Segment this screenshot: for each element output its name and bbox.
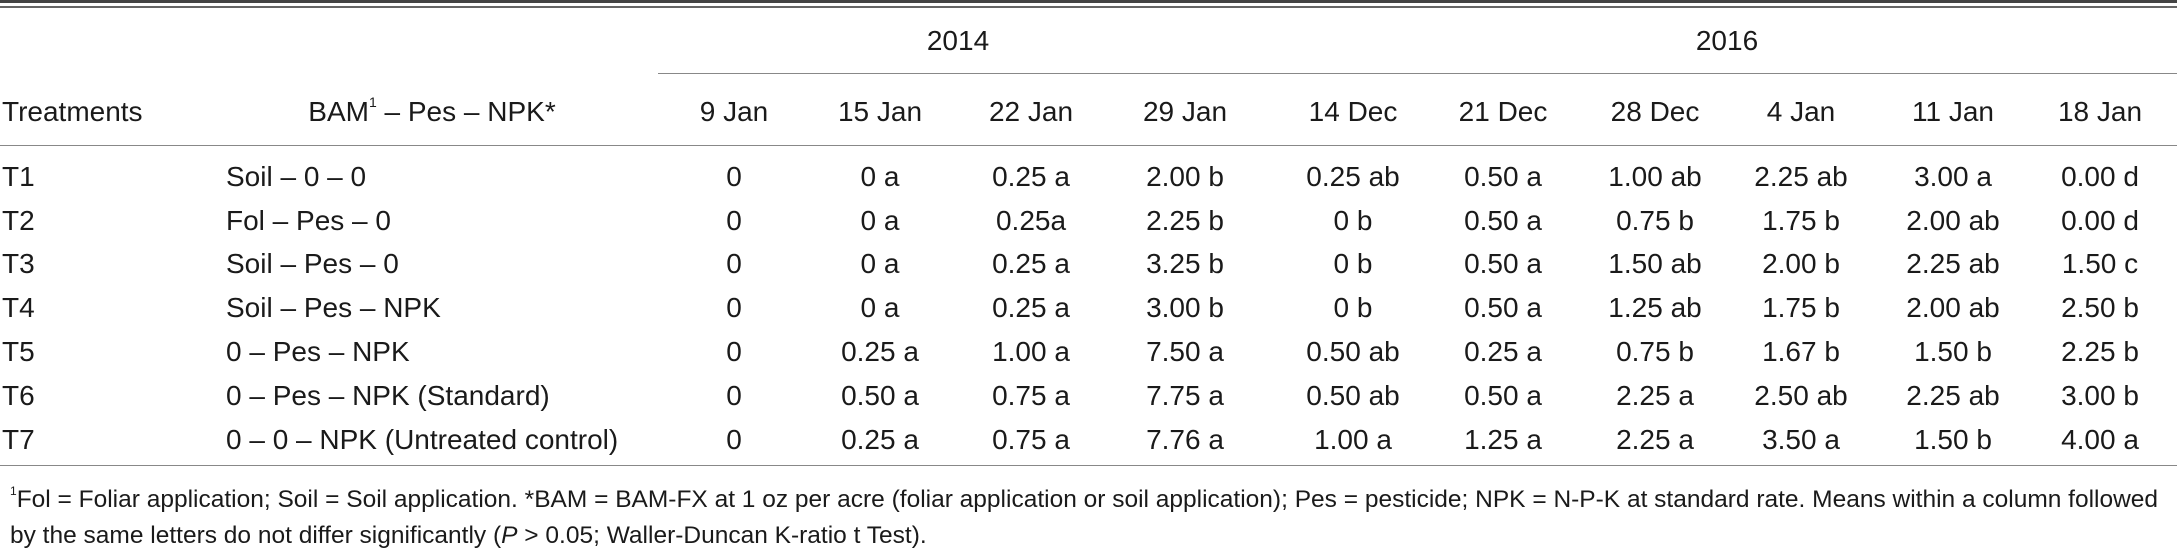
table-cell: 0 a [860,248,900,279]
treatment-id: T3 [2,248,35,279]
table-cell: 2.25 ab [1754,161,1848,192]
treatment-id: T5 [2,336,35,367]
treatment-description: Soil – Pes – 0 [226,248,399,279]
table-cell: 0.75 b [1616,205,1694,236]
table-cell: 1.67 b [1762,336,1840,367]
table-cell: 0 a [860,205,900,236]
table-cell: 1.25 ab [1608,292,1702,323]
header-date: 22 Jan [988,96,1074,127]
table-cell: 0 [726,336,742,367]
year-spanner-rule [658,73,2177,74]
table-cell: 0.25a [995,205,1067,236]
table-cell: 0.25 a [841,424,919,455]
table-cell: 0 b [1333,292,1373,323]
table-cell: 0.00 d [2061,205,2139,236]
header-date: 29 Jan [1142,96,1228,127]
header-date: 28 Dec [1610,96,1700,127]
table-cell: 1.25 a [1464,424,1542,455]
table-cell: 0 a [860,292,900,323]
table-cell: 2.25 ab [1906,248,2000,279]
table-cell: 0 b [1333,205,1373,236]
table-cell: 1.50 b [1914,336,1992,367]
table-cell: 0.75 a [992,424,1070,455]
table-cell: 0 [726,205,742,236]
table-cell: 2.50 b [2061,292,2139,323]
table-cell: 0.50 a [1464,292,1542,323]
table-cell: 0.00 d [2061,161,2139,192]
header-date: 14 Dec [1308,96,1398,127]
table-cell: 0.75 b [1616,336,1694,367]
header-date: 18 Jan [2057,96,2143,127]
table-cell: 0.50 a [1464,380,1542,411]
treatment-id: T1 [2,161,35,192]
table-cell: 1.00 a [992,336,1070,367]
table-cell: 1.50 c [2061,248,2139,279]
treatment-description: Fol – Pes – 0 [226,205,391,236]
table-cell: 0 b [1333,248,1373,279]
table-cell: 0.75 a [992,380,1070,411]
treatment-id: T4 [2,292,35,323]
table-cell: 2.25 b [1146,205,1224,236]
table-cell: 0.50 ab [1306,336,1400,367]
table-cell: 1.75 b [1762,205,1840,236]
table-cell: 0.50 a [1464,161,1542,192]
header-date: 15 Jan [837,96,923,127]
table-cell: 0.50 a [841,380,919,411]
table-cell: 2.00 b [1146,161,1224,192]
table-cell: 1.75 b [1762,292,1840,323]
table-cell: 0.25 ab [1306,161,1400,192]
treatment-id: T7 [2,424,35,455]
table-cell: 0 [726,380,742,411]
table-cell: 3.50 a [1762,424,1840,455]
table-cell: 3.00 b [1146,292,1224,323]
table-cell: 2.00 ab [1906,205,2000,236]
table-cell: 7.50 a [1146,336,1224,367]
table-cell: 0.25 a [1464,336,1542,367]
table-cell: 3.25 b [1146,248,1224,279]
header-bam-pes-npk: BAM$^1$ – Pes – NPK* [308,94,556,127]
treatment-description: 0 – 0 – NPK (Untreated control) [226,424,619,455]
table-cell: 3.00 a [1914,161,1992,192]
table-cell: 0.25 a [992,248,1070,279]
table-cell: 0 [726,161,742,192]
top-rule-thin [0,6,2177,8]
table-cell: 0.25 a [841,336,919,367]
table-cell: 2.00 b [1762,248,1840,279]
table-cell: 0.50 a [1464,205,1542,236]
year-header-2014: 2014 [926,25,990,56]
table-cell: 2.00 ab [1906,292,2000,323]
table-cell: 0.25 a [992,292,1070,323]
footnote: $^1$Fol = Foliar application; Soil = Soil application. *BAM = BAM-FX at 1 oz per acre (foliar application or soil application); Pes = pesticide; NPK = N-P-K at standard rate. Means within a column followed by the same letters do not differ significantly (P > 0.05; Waller-Duncan K-ratio t Test). [10,484,2159,549]
table-cell: 2.25 b [2061,336,2139,367]
treatment-description: 0 – Pes – NPK [226,336,410,367]
year-header-2016: 2016 [1695,25,1759,56]
table-bottom-rule [0,465,2177,466]
table-cell: 0.50 a [1464,248,1542,279]
table-cell: 0 a [860,161,900,192]
table-cell: 0.25 a [992,161,1070,192]
table-cell: 2.25 ab [1906,380,2000,411]
treatment-id: T6 [2,380,35,411]
table-cell: 0 [726,292,742,323]
header-date: 4 Jan [1766,96,1836,127]
table-cell: 1.50 ab [1608,248,1702,279]
table-cell: 0 [726,424,742,455]
table-cell: 2.25 a [1616,380,1694,411]
table-cell: 2.25 a [1616,424,1694,455]
header-date: 21 Dec [1458,96,1548,127]
table-cell: 0 [726,248,742,279]
header-treatments: Treatments [2,96,143,127]
treatment-description: Soil – 0 – 0 [226,161,367,192]
header-bottom-rule [0,145,2177,146]
table-cell: 4.00 a [2061,424,2139,455]
treatment-id: T2 [2,205,35,236]
header-date: 11 Jan [1912,96,1994,127]
table-cell: 1.00 a [1314,424,1392,455]
table-cell: 1.50 b [1914,424,1992,455]
treatment-description: 0 – Pes – NPK (Standard) [226,380,550,411]
table-cell: 7.76 a [1146,424,1224,455]
table-cell: 0.50 ab [1306,380,1400,411]
top-rule-thick [0,0,2177,3]
treatment-description: Soil – Pes – NPK [226,292,441,323]
table-cell: 2.50 ab [1754,380,1848,411]
table-cell: 3.00 b [2061,380,2139,411]
table-cell: 1.00 ab [1608,161,1702,192]
table-cell: 7.75 a [1146,380,1224,411]
header-date: 9 Jan [699,96,769,127]
